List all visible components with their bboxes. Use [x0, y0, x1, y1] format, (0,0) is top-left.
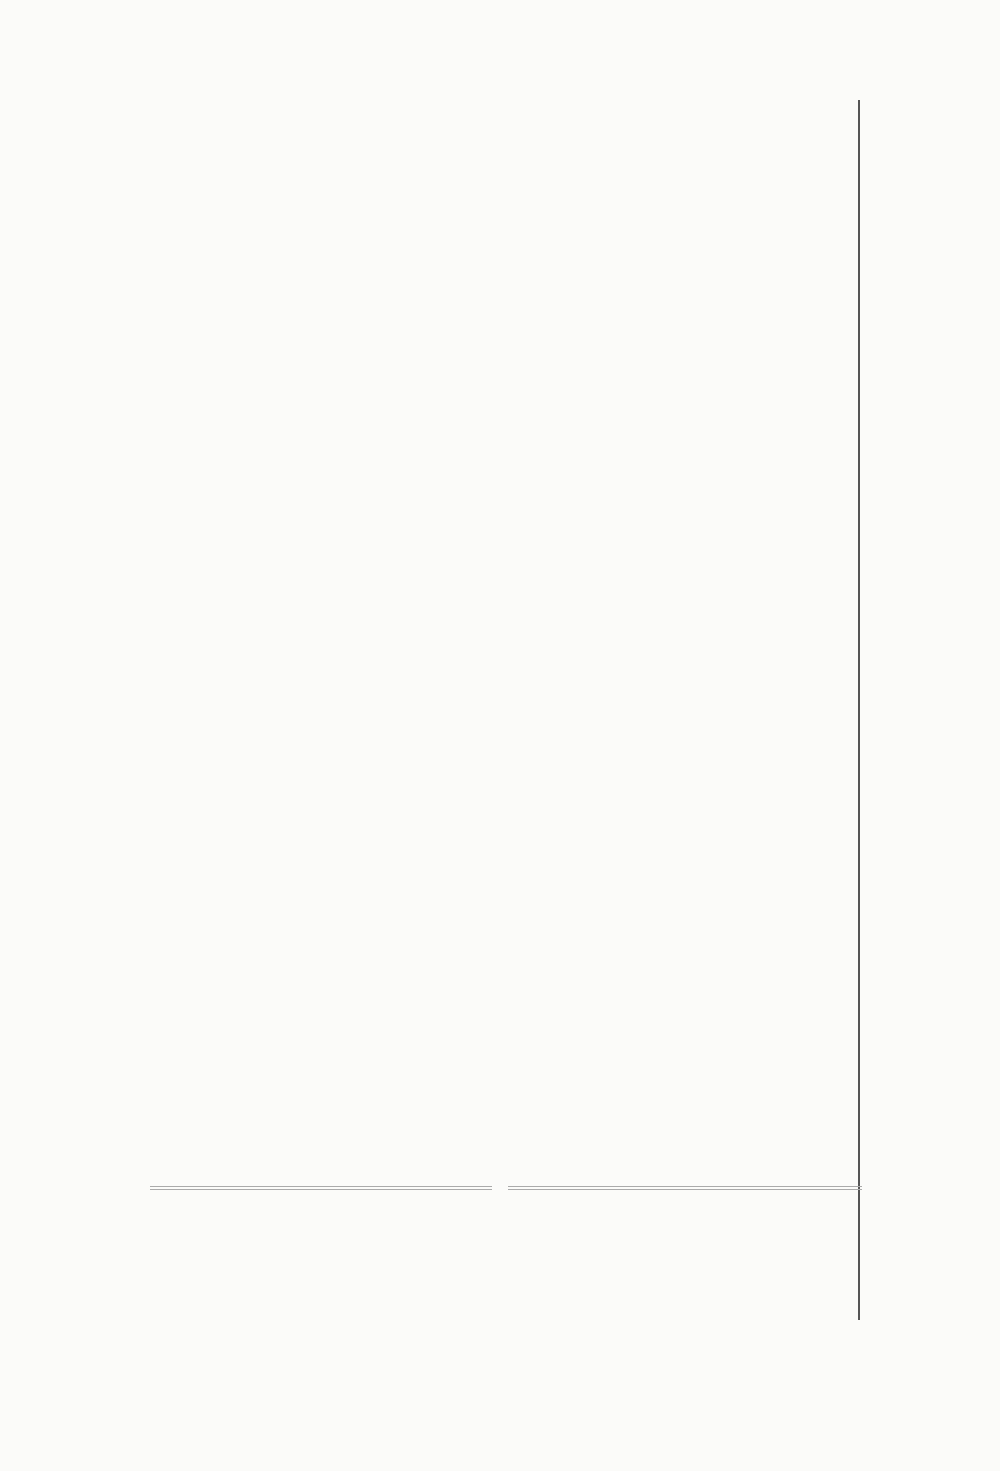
- margin-rule: [858, 100, 860, 1320]
- unit-title: [0, 1180, 1000, 1214]
